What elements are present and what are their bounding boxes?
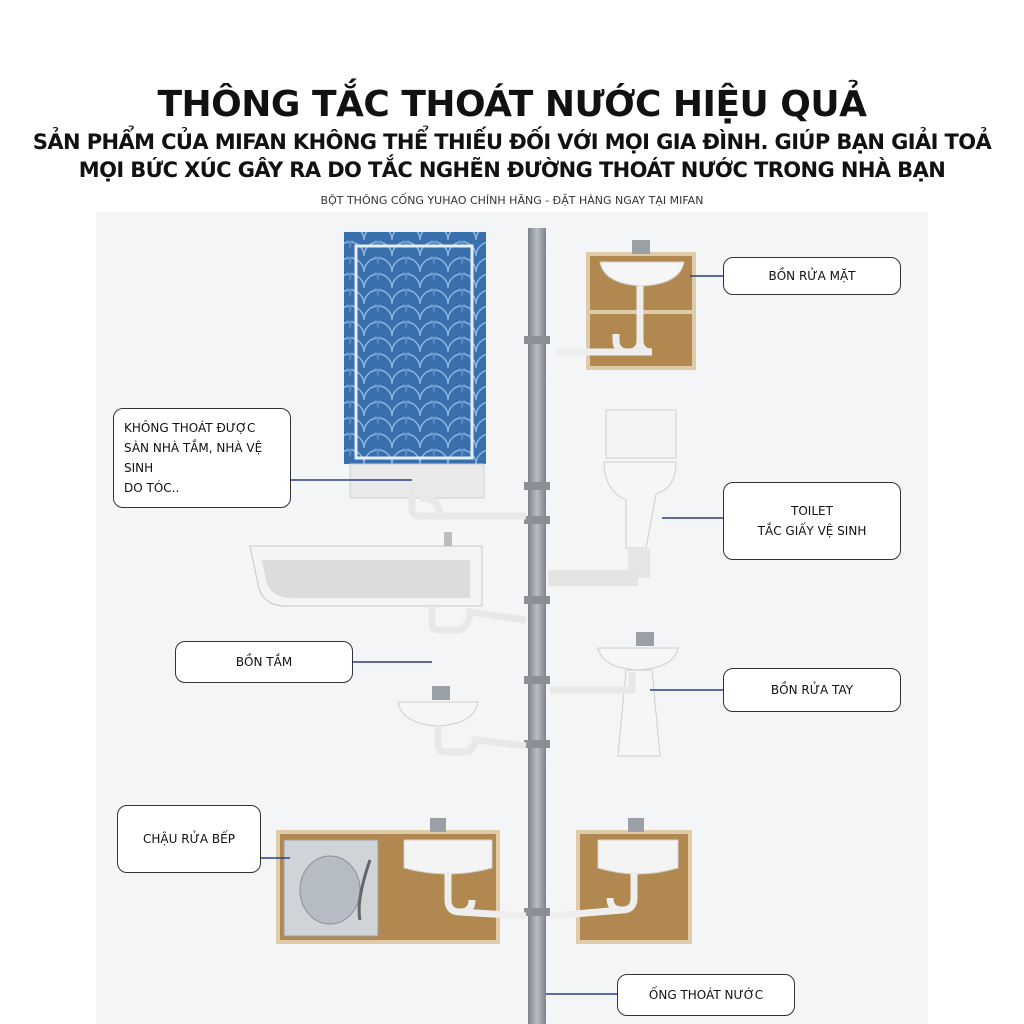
page-tagline: BỘT THÔNG CỐNG YUHAO CHÍNH HÃNG - ĐẶT HÀNG NGAY TẠI MIFAN [320,194,704,207]
label-toilet-line-1: TOILET [791,504,833,518]
label-drain-pipe-text: ỐNG THOÁT NƯỚC [648,988,764,1002]
label-shower-line-2: SÀN NHÀ TẮM, NHÀ VỆ SINH [124,441,263,475]
main-drain-pipe [524,228,550,1024]
face-sink-cabinet-illustration [556,240,694,368]
bathtub-illustration [250,532,526,630]
wall-sink-illustration [398,686,526,752]
label-face-sink-text: BỒN RỬA MẶT [768,269,856,283]
page-subtitle-line-1: SẢN PHẨM CỦA MIFAN KHÔNG THỂ THIẾU ĐỐI VỚI MỌI GIA ĐÌNH. GIÚP BẠN GIẢI TOẢ [32,130,992,154]
page-title: THÔNG TẮC THOÁT NƯỚC HIỆU QUẢ [157,84,867,125]
hand-sink-pedestal-illustration [550,632,678,756]
label-face-sink [723,257,901,295]
label-kitchen-sink-text: CHẬU RỬA BẾP [143,832,235,846]
label-shower-line-3: DO TÓC.. [124,481,180,495]
label-toilet-line-2: TẮC GIẤY VỆ SINH [757,524,867,538]
label-toilet [723,482,901,560]
page-subtitle-line-2: MỌI BỨC XÚC GÂY RA DO TẮC NGHẼN ĐƯỜNG THOÁT NƯỚC TRONG NHÀ BẠN [78,158,946,182]
label-kitchen-sink [117,805,261,873]
kitchen-cabinet-illustration [278,818,526,942]
label-shower-line-1: KHÔNG THOÁT ĐƯỢC [124,421,256,435]
label-shower-drain [113,408,291,508]
toilet-illustration [548,410,676,578]
label-hand-sink-text: BỒN RỬA TAY [770,683,854,697]
label-drain-pipe [617,974,795,1016]
label-hand-sink [723,668,901,712]
side-cabinet-illustration [550,818,690,942]
shower-cabin-illustration [344,232,526,516]
label-bathtub [175,641,353,683]
label-bathtub-text: BỒN TẮM [235,655,293,669]
